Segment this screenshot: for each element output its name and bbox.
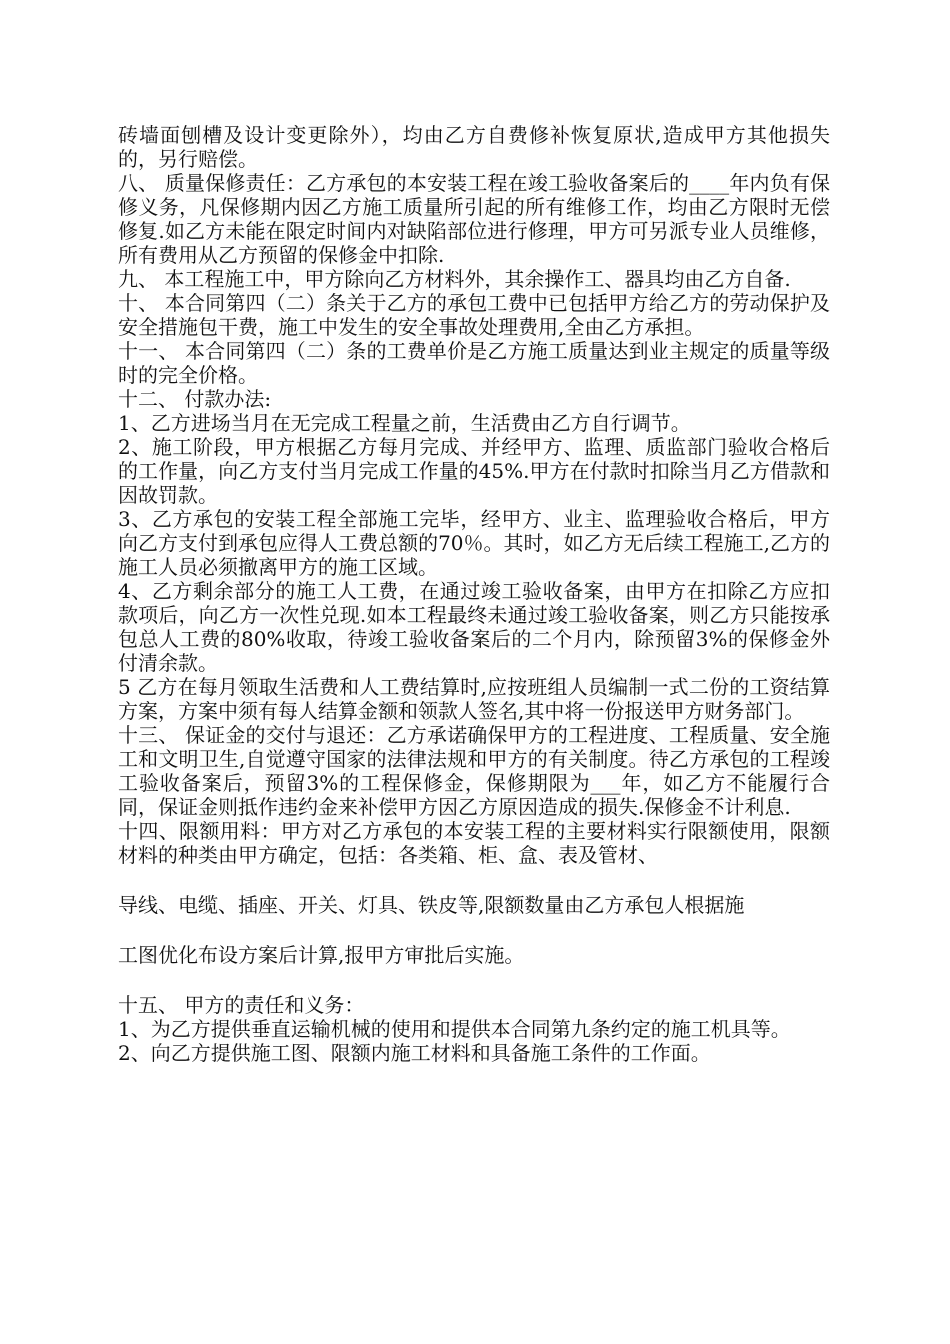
paragraph-article-9: 九、 本工程施工中，甲方除向乙方材料外，其余操作工、器具均由乙方自备. — [118, 267, 791, 291]
paragraph-article-8: 八、 质量保修责任：乙方承包的本安装工程在竣工验收备案后的____年内负有保修义务，凡保修期内因乙方施工质量所引起的所有维修工作，均由乙方限时无偿修复.如乙方未能在限定时间内对缺陷部位进行修理，甲方可另派专业人员维修，所有费用从乙方预留的保修金中扣除. — [118, 171, 830, 267]
paragraph-repair-clause: 砖墙面刨槽及设计变更除外），均由乙方自费修补恢复原状,造成甲方其他损失的，另行赔偿。 — [118, 123, 830, 171]
paragraph-payment-1: 1、乙方进场当月在无完成工程量之前，生活费由乙方自行调节。 — [118, 411, 691, 435]
paragraph-duty-1: 1、为乙方提供垂直运输机械的使用和提供本合同第九条约定的施工机具等。 — [118, 1017, 791, 1041]
paragraph-duty-2: 2、向乙方提供施工图、限额内施工材料和具备施工条件的工作面。 — [118, 1041, 711, 1065]
contract-body — [118, 123, 830, 1065]
paragraph-payment-3: 3、乙方承包的安装工程全部施工完毕，经甲方、业主、监理验收合格后，甲方向乙方支付到承包应得人工费总额的70％。其时，如乙方无后续工程施工,乙方的施工人员必须撤离甲方的施工区域。 — [118, 507, 830, 579]
paragraph-article-15-heading: 十五、 甲方的责任和义务： — [118, 993, 365, 1017]
paragraph-article-10: 十、 本合同第四（二）条关于乙方的承包工费中已包括甲方给乙方的劳动保护及安全措施包干费，施工中发生的安全事故处理费用,全由乙方承担。 — [118, 291, 830, 339]
paragraph-article-11: 十一、 本合同第四（二）条的工费单价是乙方施工质量达到业主规定的质量等级时的完全价格。 — [118, 339, 830, 387]
paragraph-payment-4: 4、乙方剩余部分的施工人工费，在通过竣工验收备案，由甲方在扣除乙方应扣款项后，向乙方一次性兑现.如本工程最终未通过竣工验收备案，则乙方只能按承包总人工费的80%收取，待竣工验收备案后的二个月内，除预留3%的保修金外付清余款。 — [118, 579, 830, 675]
paragraph-article-12-heading: 十二、 付款办法: — [118, 387, 272, 411]
paragraph-payment-5: 5 乙方在每月领取生活费和人工费结算时,应按班组人员编制一式二份的工资结算方案，方案中须有每人结算金额和领款人签名,其中将一份报送甲方财务部门。 — [118, 675, 830, 723]
paragraph-article-14-end: 工图优化布设方案后计算,报甲方审批后实施。 — [118, 943, 525, 967]
paragraph-payment-2: 2、施工阶段，甲方根据乙方每月完成、并经甲方、监理、质监部门验收合格后的工作量，向乙方支付当月完成工作量的45%.甲方在付款时扣除当月乙方借款和因故罚款。 — [118, 435, 830, 507]
paragraph-article-14: 十四、限额用料：甲方对乙方承包的本安装工程的主要材料实行限额使用，限额材料的种类由甲方确定，包括：各类箱、柜、盒、表及管材、 — [118, 819, 830, 867]
paragraph-article-14-continued: 导线、电缆、插座、开关、灯具、铁皮等,限额数量由乙方承包人根据施 — [118, 893, 745, 917]
paragraph-article-13: 十三、 保证金的交付与退还：乙方承诺确保甲方的工程进度、工程质量、安全施工和文明卫生,自觉遵守国家的法律法规和甲方的有关制度。待乙方承包的工程竣工验收备案后，预留3%的工程保修金，保修期限为___年，如乙方不能履行合同，保证金则抵作违约金来补偿甲方因乙方原因造成的损失.保修金不计利息. — [118, 723, 830, 819]
